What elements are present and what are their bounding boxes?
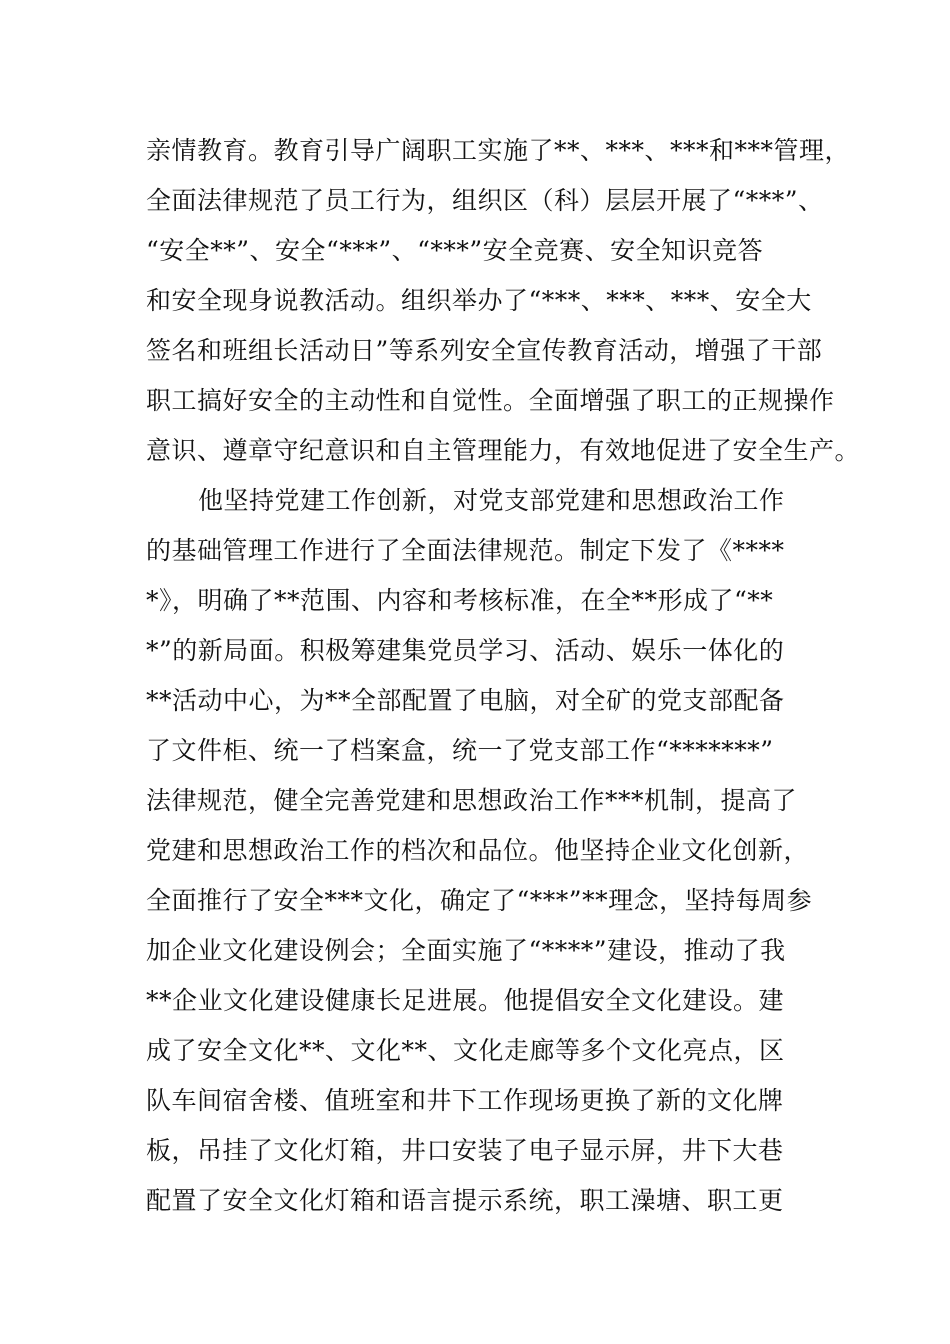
text-line: 法律规范，健全完善党建和思想政治工作***机制，提高了 bbox=[146, 786, 798, 815]
body-text bbox=[146, 126, 861, 1226]
text-line: 的基础管理工作进行了全面法律规范。制定下发了《**** bbox=[146, 536, 785, 565]
text-line: 板，吊挂了文化灯箱，井口安装了电子显示屏，井下大巷 bbox=[146, 1136, 784, 1165]
text-line: *》，明确了**范围、内容和考核标准，在全**形成了“** bbox=[146, 586, 774, 615]
text-line: 意识、遵章守纪意识和自主管理能力，有效地促进了安全生产。 bbox=[146, 436, 861, 465]
text-line: 配置了安全文化灯箱和语言提示系统，职工澡塘、职工更 bbox=[146, 1186, 784, 1215]
text-line: 和安全现身说教活动。组织举办了“***、***、***、安全大 bbox=[146, 286, 812, 315]
text-line: 党建和思想政治工作的档次和品位。他坚持企业文化创新， bbox=[146, 836, 810, 865]
text-line: 成了安全文化**、文化**、文化走廊等多个文化亮点，区 bbox=[146, 1036, 785, 1065]
text-line: 队车间宿舍楼、值班室和井下工作现场更换了新的文化牌 bbox=[146, 1086, 784, 1115]
text-line: *”的新局面。积极筹建集党员学习、活动、娱乐一体化的 bbox=[146, 636, 785, 665]
text-line: 亲情教育。教育引导广阔职工实施了**、***、***和***管理， bbox=[146, 136, 851, 165]
text-line: 签名和班组长活动日”等系列安全宣传教育活动，增强了干部 bbox=[146, 336, 823, 365]
text-line: **活动中心，为**全部配置了电脑，对全矿的党支部配备 bbox=[146, 686, 785, 715]
text-line: 全面法律规范了员工行为，组织区（科）层层开展了“***”、 bbox=[146, 186, 824, 215]
text-line: 了文件柜、统一了档案盒，统一了党支部工作“*******” bbox=[146, 736, 774, 765]
text-line: **企业文化建设健康长足进展。他提倡安全文化建设。建 bbox=[146, 986, 785, 1015]
paragraph-start-line: 他坚持党建工作创新，对党支部党建和思想政治工作 bbox=[198, 486, 785, 515]
text-line: “安全**”、安全“***”、“***”安全竞赛、安全知识竞答 bbox=[146, 236, 764, 265]
text-line: 加企业文化建设例会；全面实施了“****”建设，推动了我 bbox=[146, 936, 786, 965]
text-line: 职工搞好安全的主动性和自觉性。全面增强了职工的正规操作 bbox=[146, 386, 835, 415]
text-line: 全面推行了安全***文化，确定了“***”**理念，坚持每周参 bbox=[146, 886, 813, 915]
